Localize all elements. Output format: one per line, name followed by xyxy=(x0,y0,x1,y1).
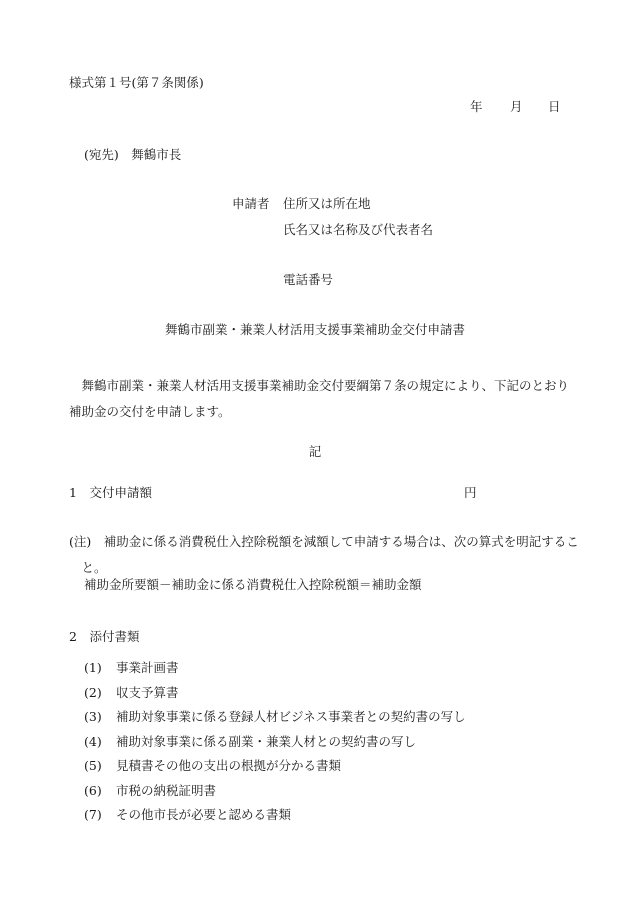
list-item-number: (5) xyxy=(84,758,102,773)
item1-application-amount-label: 1 交付申請額 xyxy=(69,485,152,500)
ki-heading: 記 xyxy=(308,444,322,459)
list-item-text: その他市長が必要と認める書類 xyxy=(116,807,292,822)
body-paragraph: 舞鶴市副業・兼業人材活用支援事業補助金交付要綱第７条の規定により、下記のとおり補助金の交付を申請します。 xyxy=(69,378,570,419)
list-item-number: (2) xyxy=(84,684,102,700)
date-day-label: 日 xyxy=(548,99,561,114)
date-month-label: 月 xyxy=(510,99,523,114)
list-item xyxy=(84,681,466,706)
date-year-label: 年 xyxy=(470,99,483,114)
list-item xyxy=(84,803,466,828)
note-paragraph: (注) 補助金に係る消費税仕入控除税額を減額して申請する場合は、次の算式を明記すること。 xyxy=(69,534,579,575)
list-item xyxy=(84,705,466,730)
attachment-list xyxy=(84,656,466,828)
list-item-text: 補助対象事業に係る登録人材ビジネス事業者との契約書の写し xyxy=(116,709,466,724)
form-number: 様式第１号(第７条関係) xyxy=(69,75,204,90)
applicant-label: 申請者 xyxy=(232,196,270,211)
address-label: 住所又は所在地 xyxy=(283,196,371,211)
list-item xyxy=(84,730,466,755)
list-item-text: 収支予算書 xyxy=(116,684,179,700)
name-label: 氏名又は名称及び代表者名 xyxy=(283,222,434,237)
phone-label: 電話番号 xyxy=(283,272,334,287)
list-item-number: (3) xyxy=(84,709,102,724)
note-formula: 補助金所要額－補助金に係る消費税仕入控除税額＝補助金額 xyxy=(84,577,422,592)
list-item xyxy=(84,754,466,779)
list-item-text: 補助対象事業に係る副業・兼業人材との契約書の写し xyxy=(116,733,417,749)
item2-attachments-label: 2 添付書類 xyxy=(69,629,140,644)
list-item-number: (1) xyxy=(84,660,102,675)
list-item-number: (6) xyxy=(84,782,102,798)
addressee: (宛先) 舞鶴市長 xyxy=(84,147,182,162)
item1-yen-unit: 円 xyxy=(464,485,477,500)
list-item-text: 見積書その他の支出の根拠が分かる書類 xyxy=(116,758,342,773)
list-item-number: (4) xyxy=(84,733,102,749)
list-item-text: 市税の納税証明書 xyxy=(116,782,217,798)
document-title: 舞鶴市副業・兼業人材活用支援事業補助金交付申請書 xyxy=(164,322,465,337)
list-item xyxy=(84,779,466,804)
list-item xyxy=(84,656,466,681)
list-item-number: (7) xyxy=(84,807,102,822)
list-item-text: 事業計画書 xyxy=(116,660,179,675)
